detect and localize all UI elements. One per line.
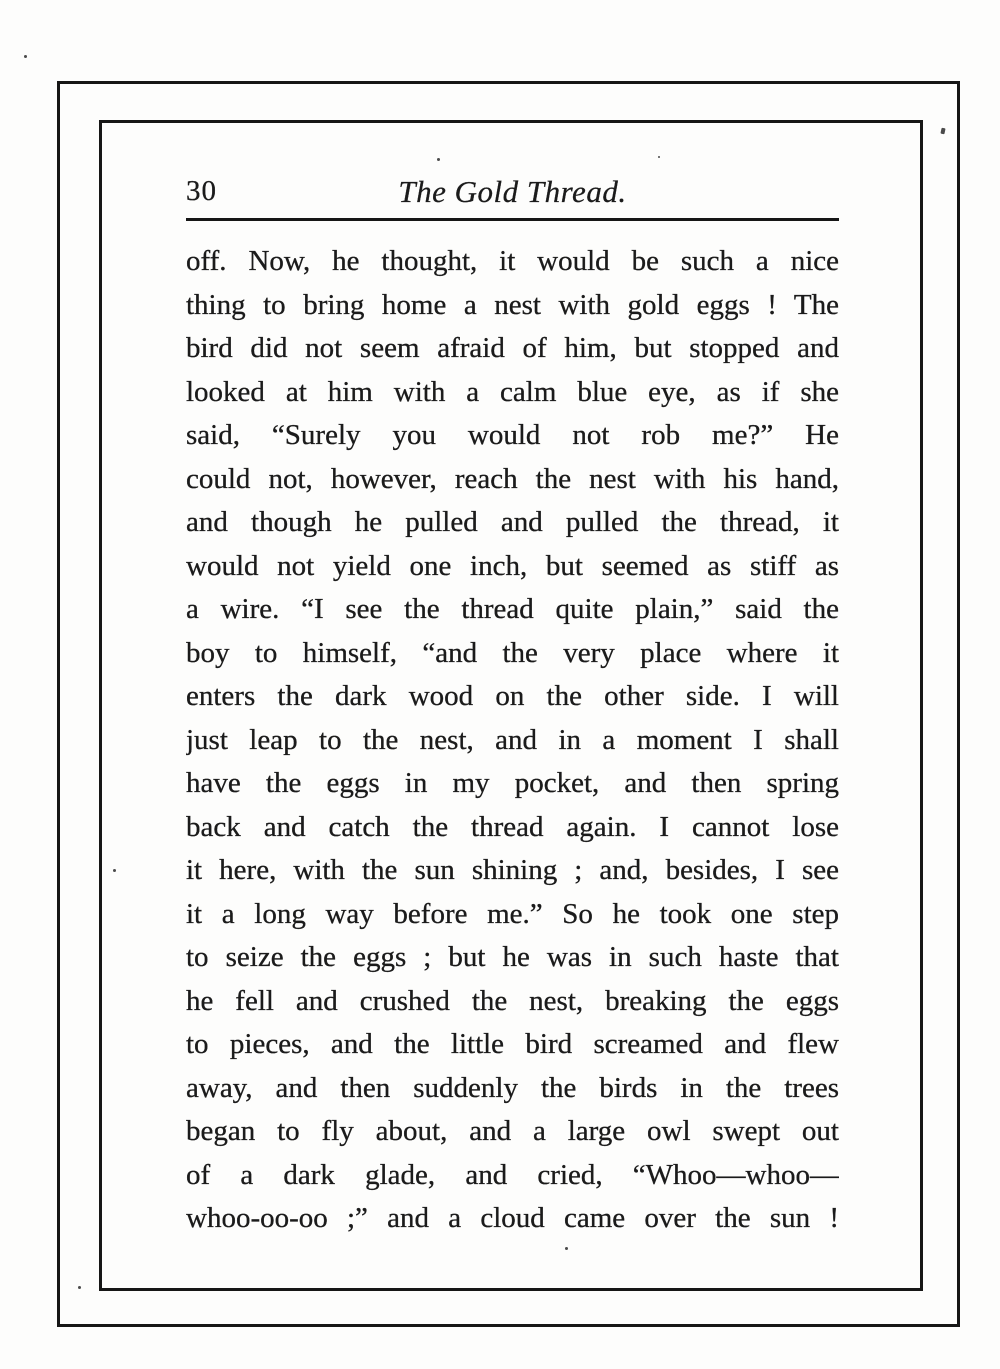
header-rule (186, 218, 839, 221)
text-line: of a dark glade, and cried, “Whoo—whoo— (186, 1158, 839, 1191)
text-line: said, “Surely you would not rob me?” He (186, 419, 839, 451)
scan-speckle (24, 55, 27, 58)
text-line: and though he pulled and pulled the thread, it (186, 506, 839, 538)
text-line: could not, however, reach the nest with his hand, (186, 462, 839, 495)
body-text (186, 240, 839, 1241)
text-line: away, and then suddenly the birds in the trees (186, 1071, 839, 1104)
text-line: it here, with the sun shining ; and, besides, I see (186, 854, 839, 886)
text-line: back and catch the thread again. I cannot lose (186, 810, 839, 843)
text-line: it a long way before me.” So he took one step (186, 897, 839, 930)
text-line: enters the dark wood on the other side. I will (186, 680, 839, 712)
text-line: began to fly about, and a large owl swept out (186, 1115, 839, 1147)
text-line: have the eggs in my pocket, and then spring (186, 767, 839, 799)
text-line: thing to bring home a nest with gold eggs ! The (186, 288, 839, 321)
running-header (186, 162, 839, 210)
text-line: off. Now, he thought, it would be such a nice (186, 245, 839, 277)
text-line: a wire. “I see the thread quite plain,” said the (186, 593, 839, 625)
running-title: The Gold Thread. (398, 174, 627, 209)
text-line: just leap to the nest, and in a moment I shall (186, 723, 839, 756)
text-line: would not yield one inch, but seemed as stiff as (186, 549, 839, 582)
text-line: to seize the eggs ; but he was in such haste that (186, 941, 839, 973)
text-line: bird did not seem afraid of him, but stopped and (186, 332, 839, 364)
text-line: looked at him with a calm blue eye, as if she (186, 375, 839, 408)
page-number: 30 (186, 175, 217, 207)
text-line: whoo-oo-oo ;” and a cloud came over the sun ! (186, 1202, 839, 1234)
text-line: he fell and crushed the nest, breaking the eggs (186, 984, 839, 1017)
text-line: boy to himself, “and the very place where it (186, 636, 839, 669)
text-line: to pieces, and the little bird screamed and flew (186, 1028, 839, 1060)
